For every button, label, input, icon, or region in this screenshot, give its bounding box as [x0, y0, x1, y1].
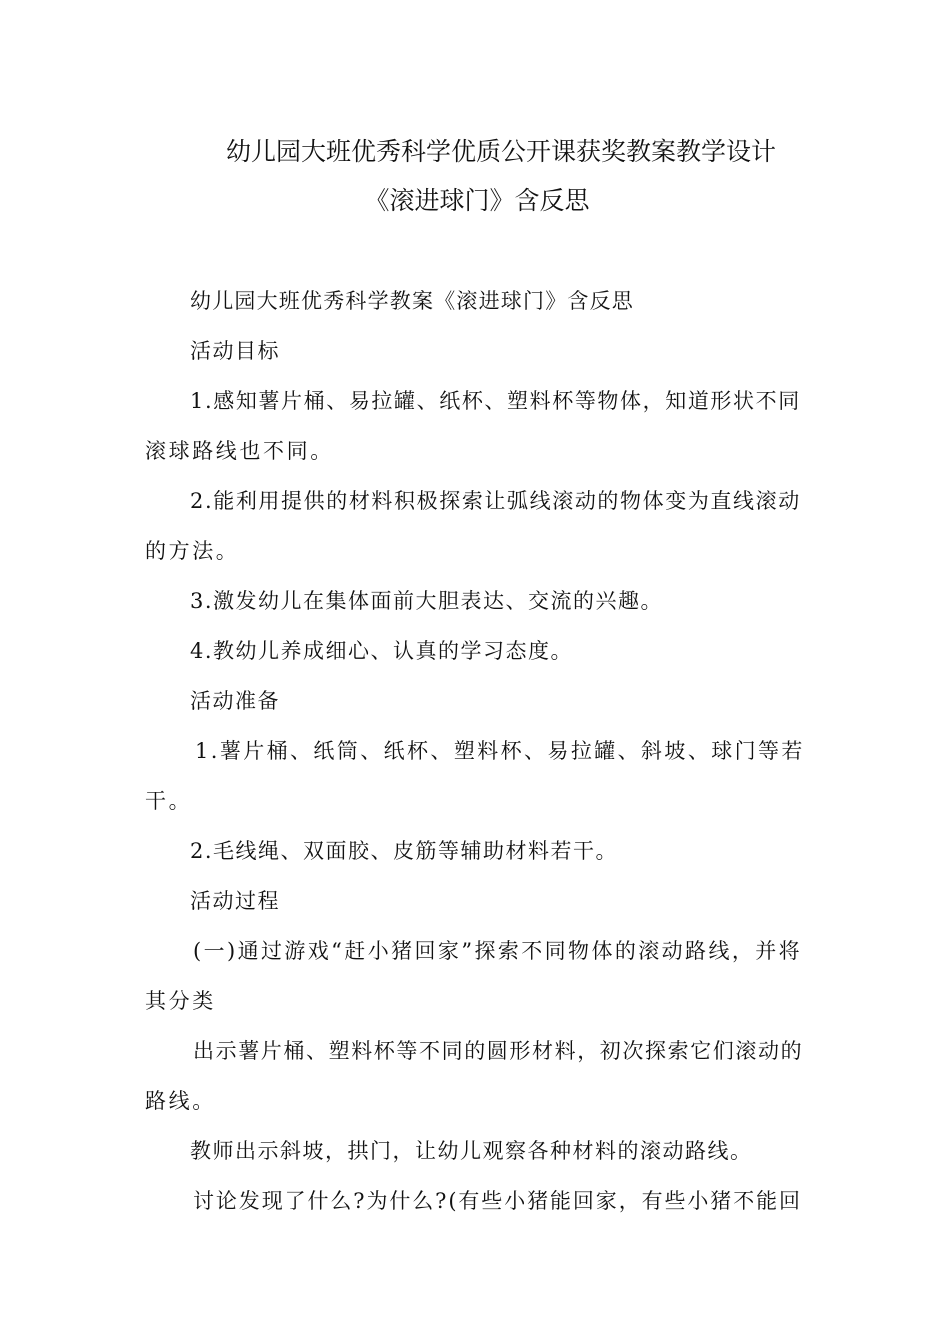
paragraph-line: 滚球路线也不同。	[145, 439, 334, 463]
document-title-line-1: 幼儿园大班优秀科学优质公开课获奖教案教学设计	[225, 137, 776, 166]
paragraph-line: 干。	[145, 789, 193, 813]
paragraph-line: 讨论发现了什么?为什么?(有些小猪能回家，有些小猪不能回	[193, 1189, 802, 1213]
paragraph-line: 其分类	[145, 989, 216, 1013]
paragraph-line: 的方法。	[145, 539, 240, 563]
section-heading-process: 活动过程	[190, 889, 280, 913]
paragraph-line: 1.感知薯片桶、易拉罐、纸杯、塑料杯等物体，知道形状不同	[190, 389, 801, 413]
document-title-line-2: 《滚进球门》含反思	[364, 186, 590, 215]
paragraph-line: 4.教幼儿养成细心、认真的学习态度。	[190, 639, 574, 663]
paragraph-line: 教师出示斜坡，拱门，让幼儿观察各种材料的滚动路线。	[190, 1139, 753, 1163]
paragraph-line: 2.毛线绳、双面胶、皮筋等辅助材料若干。	[190, 839, 619, 863]
paragraph-line: 路线。	[145, 1089, 216, 1113]
paragraph-line: 1.薯片桶、纸筒、纸杯、塑料杯、易拉罐、斜坡、球门等若	[195, 739, 805, 763]
section-heading-goals: 活动目标	[190, 339, 280, 363]
paragraph-line: (一)通过游戏“赶小猪回家”探索不同物体的滚动路线，并将	[193, 939, 803, 963]
section-heading-preparation: 活动准备	[190, 689, 280, 713]
paragraph-line: 2.能利用提供的材料积极探索让弧线滚动的物体变为直线滚动	[190, 489, 801, 513]
subtitle-paragraph: 幼儿园大班优秀科学教案《滚进球门》含反思	[190, 289, 634, 313]
paragraph-line: 出示薯片桶、塑料杯等不同的圆形材料，初次探索它们滚动的	[193, 1039, 804, 1063]
paragraph-line: 3.激发幼儿在集体面前大胆表达、交流的兴趣。	[190, 589, 664, 613]
